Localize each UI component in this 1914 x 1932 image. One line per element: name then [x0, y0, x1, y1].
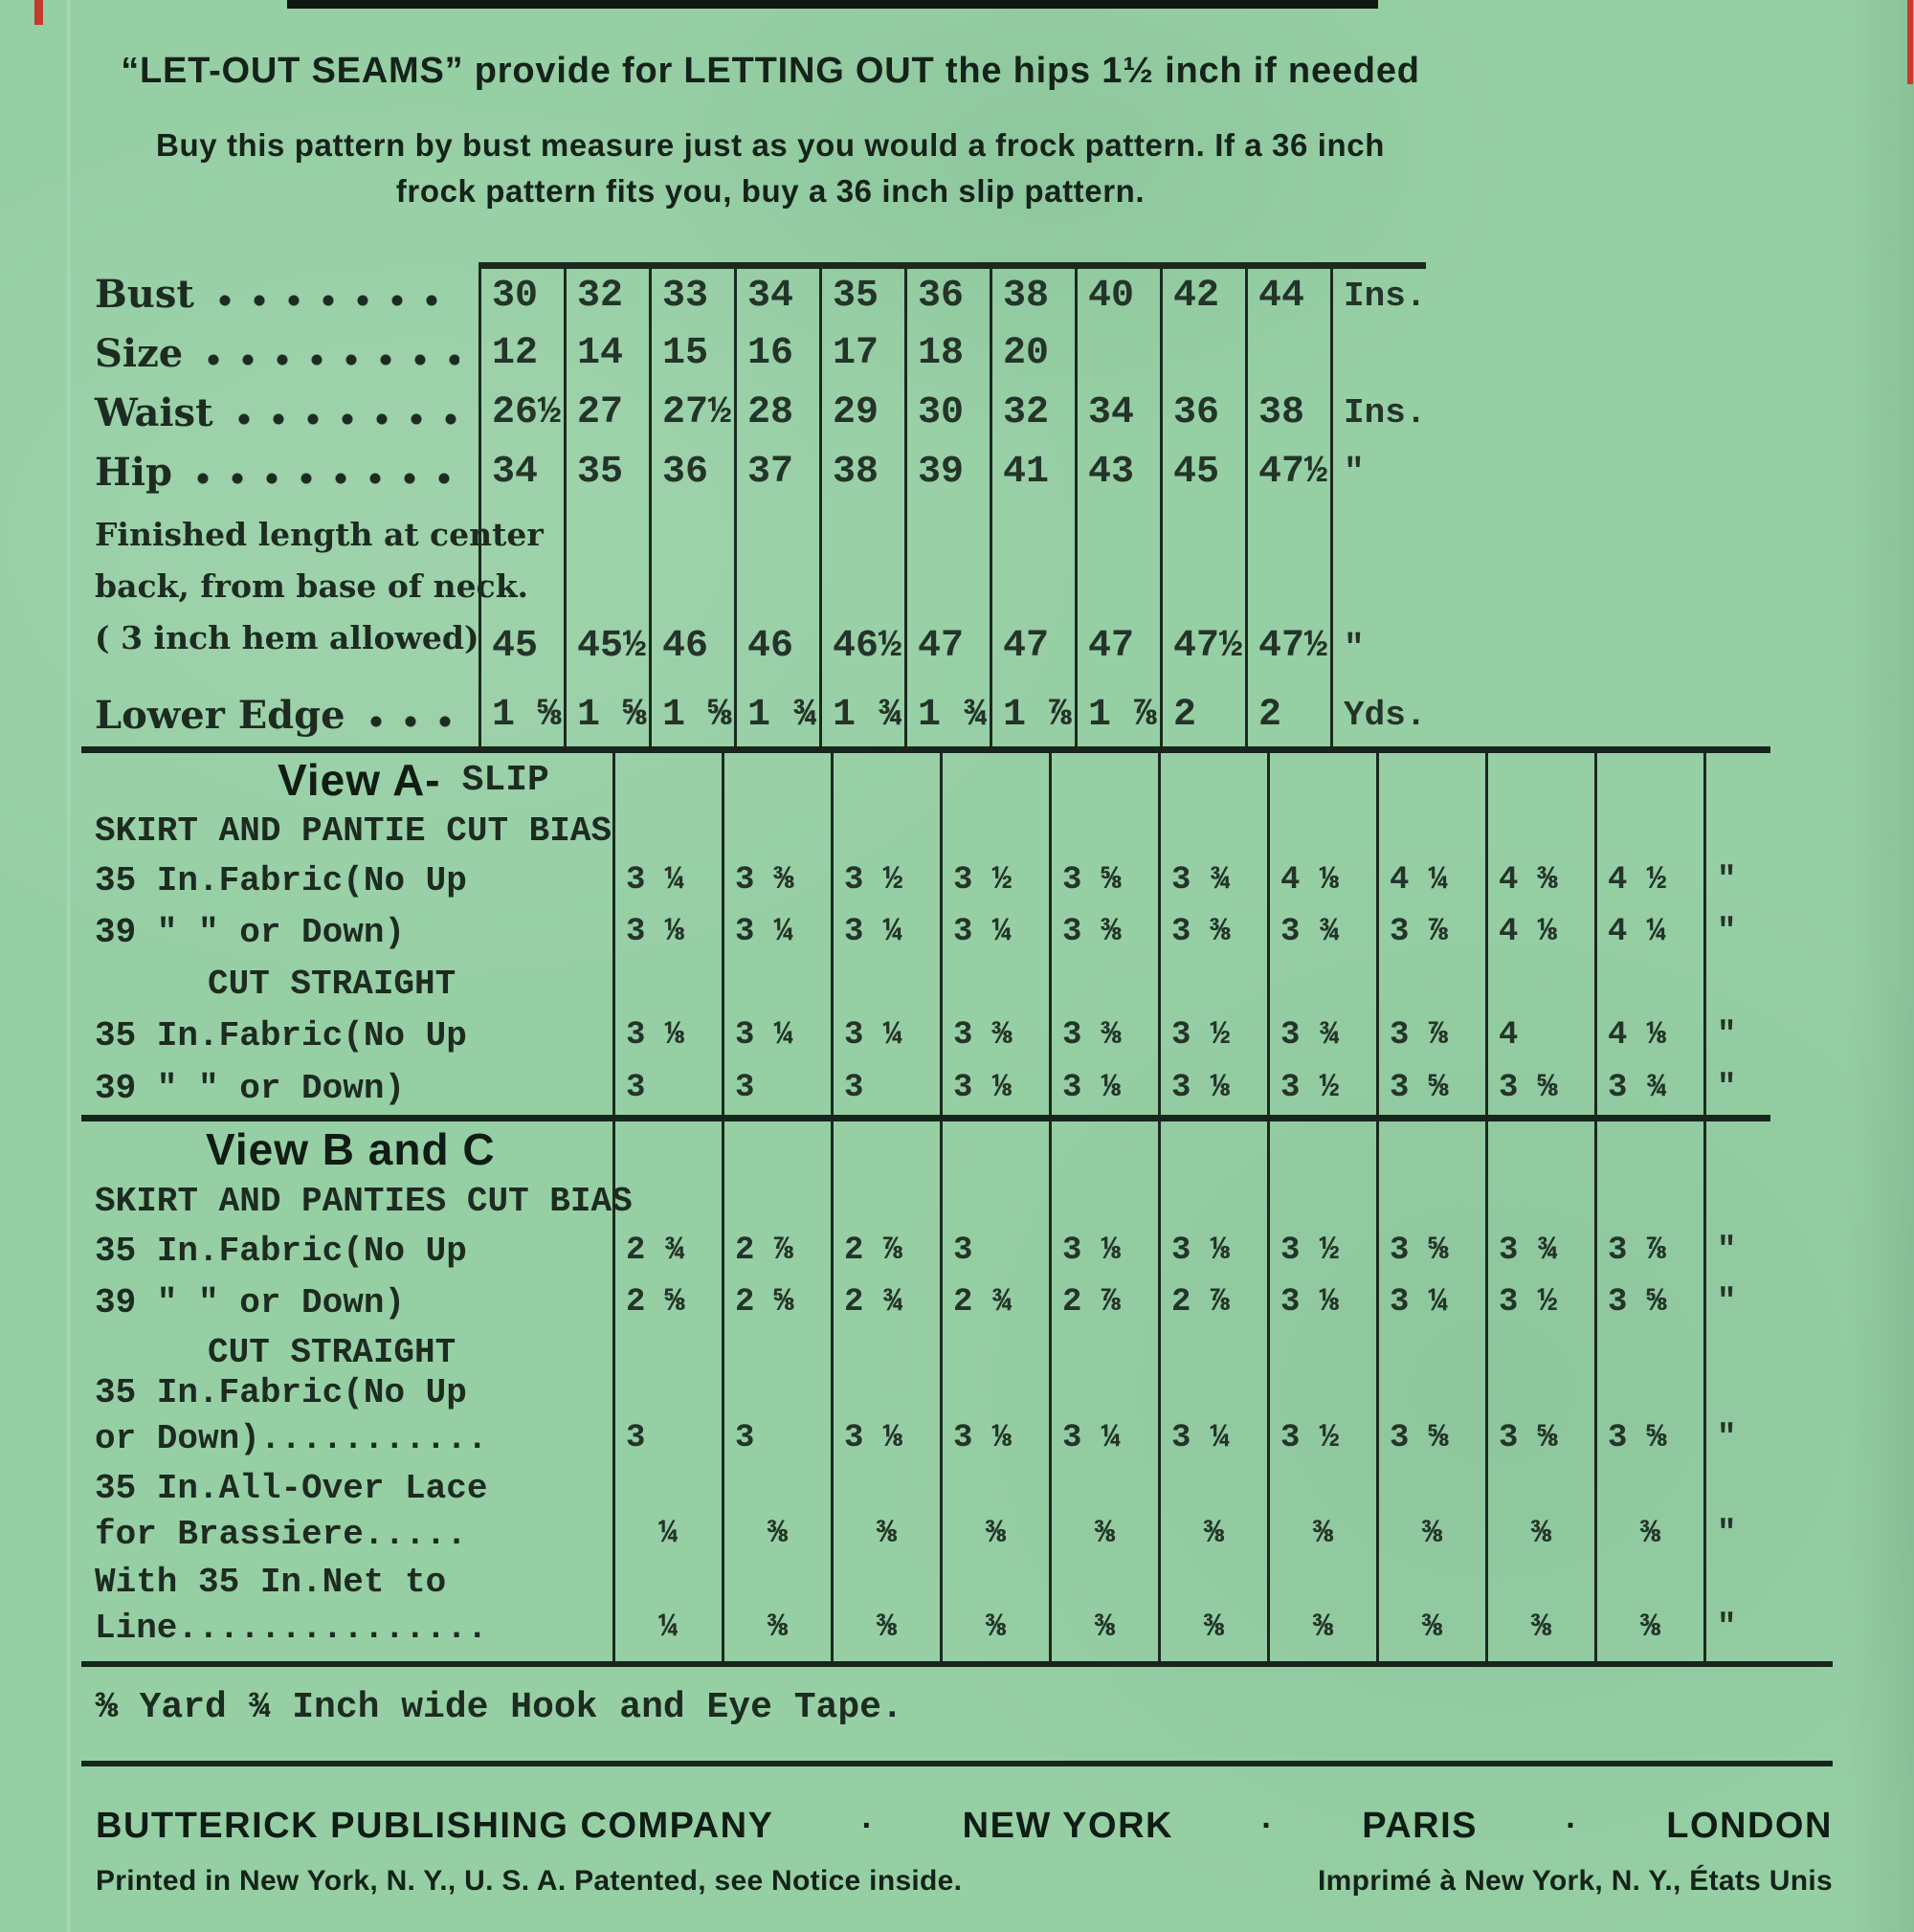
- table-cell: [722, 1177, 831, 1225]
- table-cell: [1245, 323, 1330, 383]
- table-cell: 46: [734, 501, 819, 683]
- table-cell: ⅜: [1594, 1567, 1703, 1661]
- table-cell: 2 ⅝: [722, 1277, 831, 1328]
- table-cell: 2 ⅝: [612, 1277, 722, 1328]
- row-label: Hip: [95, 449, 172, 495]
- row-label-viewbc-bias-35: 35 In.Fabric(No Up: [95, 1231, 467, 1271]
- table-cell: [1485, 807, 1594, 855]
- table-cell: 3 ¼: [831, 1010, 940, 1061]
- table-cell: 15: [649, 323, 734, 383]
- table-cell: 29: [819, 383, 904, 442]
- table-cell: 3 ½: [1267, 1061, 1376, 1115]
- table-top-rule: [478, 262, 1426, 267]
- dot-leader: [236, 412, 459, 426]
- unit-label: [1703, 753, 1770, 807]
- table-cell: 1 ⅞: [990, 683, 1075, 746]
- table-cell: 3 ⅞: [1376, 1010, 1485, 1061]
- table-cell: 3 ¼: [1376, 1277, 1485, 1328]
- table-cell: ¼: [612, 1567, 722, 1661]
- row-label-line: With 35 In.Net to: [95, 1563, 447, 1602]
- table-cell: 4: [1485, 1010, 1594, 1061]
- row-label-line: Finished length at center: [95, 516, 544, 553]
- row-label-viewbc-net: [81, 1563, 612, 1661]
- unit-label: ": [1703, 855, 1770, 906]
- table-cell: ⅜: [831, 1567, 940, 1661]
- table-cell: [1376, 1177, 1485, 1225]
- separator-dot: ·: [861, 1808, 875, 1844]
- table-cell: 46: [649, 501, 734, 683]
- table-cell: [1485, 1177, 1594, 1225]
- row-label-line: for Brassiere.....: [95, 1515, 467, 1554]
- table-cell: [722, 1121, 831, 1177]
- table-cell: 36: [904, 264, 990, 323]
- table-cell: [1267, 807, 1376, 855]
- table-cell: 41: [990, 442, 1075, 501]
- table-cell: [1158, 753, 1267, 807]
- table-cell: 35: [819, 264, 904, 323]
- table-cell: ¼: [612, 1472, 722, 1567]
- dot-leader: [217, 294, 459, 307]
- row-label-line: back, from base of neck.: [95, 567, 529, 605]
- table-cell: 3 ⅛: [940, 1376, 1049, 1472]
- buying-instructions-line2: frock pattern fits you, buy a 36 inch slip pattern.: [395, 173, 1146, 209]
- row-label: Lower Edge: [95, 692, 345, 738]
- unit-label: ": [1703, 1472, 1770, 1567]
- table-cell: 1 ⅞: [1075, 683, 1160, 746]
- table-cell: 3 ⅛: [831, 1376, 940, 1472]
- table-cell: [831, 958, 940, 1010]
- dot-leader: [195, 472, 459, 485]
- table-cell: 3 ¼: [722, 906, 831, 958]
- table-cell: [831, 1177, 940, 1225]
- table-cell: [1158, 958, 1267, 1010]
- view-a-table: [81, 753, 1770, 1115]
- table-cell: [722, 807, 831, 855]
- table-cell: 3 ½: [1267, 1376, 1376, 1472]
- table-cell: 47: [990, 501, 1075, 683]
- table-cell: 3 ⅛: [1158, 1225, 1267, 1277]
- table-cell: 1 ⅝: [564, 683, 649, 746]
- table-cell: ⅜: [1049, 1472, 1158, 1567]
- table-cell: [1267, 1177, 1376, 1225]
- row-label-viewbc-lace: [81, 1469, 612, 1567]
- table-cell: [1049, 1121, 1158, 1177]
- table-cell: 14: [564, 323, 649, 383]
- table-cell: ⅜: [1376, 1567, 1485, 1661]
- table-cell: 4 ⅛: [1485, 906, 1594, 958]
- table-cell: ⅜: [940, 1472, 1049, 1567]
- table-cell: 20: [990, 323, 1075, 383]
- unit-label: [1703, 1177, 1770, 1225]
- section-rule: [81, 1115, 1770, 1121]
- table-cell: 35: [564, 442, 649, 501]
- table-cell: 3 ⅛: [612, 906, 722, 958]
- dot-leader: [368, 715, 459, 728]
- table-cell: 3 ⅝: [1485, 1376, 1594, 1472]
- row-label: Waist: [95, 389, 213, 435]
- table-cell: [612, 958, 722, 1010]
- table-cell: 1 ⅝: [478, 683, 564, 746]
- table-cell: 3 ½: [1485, 1277, 1594, 1328]
- table-cell: 2: [1160, 683, 1245, 746]
- unit-label: [1703, 1121, 1770, 1177]
- notions-rule-bottom: [81, 1761, 1833, 1766]
- table-cell: 26½: [478, 383, 564, 442]
- table-cell: 3 ⅝: [1376, 1376, 1485, 1472]
- table-cell: [1267, 958, 1376, 1010]
- table-cell: 47: [904, 501, 990, 683]
- row-label-line: Line...............: [95, 1609, 488, 1648]
- table-cell: 4 ⅛: [1267, 855, 1376, 906]
- table-cell: 3 ⅜: [1158, 906, 1267, 958]
- table-cell: [940, 1328, 1049, 1376]
- table-cell: 3 ⅝: [1049, 855, 1158, 906]
- table-cell: 3 ⅝: [1376, 1061, 1485, 1115]
- table-cell: 45: [1160, 442, 1245, 501]
- row-label-waist: [81, 383, 478, 442]
- table-cell: [612, 1328, 722, 1376]
- printing-notice-line: [96, 1864, 1833, 1899]
- table-cell: 34: [1075, 383, 1160, 442]
- separator-dot: ·: [1566, 1808, 1579, 1844]
- table-cell: ⅜: [1267, 1472, 1376, 1567]
- table-cell: [1049, 807, 1158, 855]
- table-cell: [831, 753, 940, 807]
- table-cell: 3 ⅞: [1376, 906, 1485, 958]
- table-cell: 3 ½: [1267, 1225, 1376, 1277]
- view-bc-subtitle: SKIRT AND PANTIES CUT BIAS: [95, 1181, 633, 1221]
- table-cell: 33: [649, 264, 734, 323]
- table-cell: [612, 1121, 722, 1177]
- unit-label: ": [1330, 501, 1426, 683]
- unit-label: ": [1703, 1567, 1770, 1661]
- separator-dot: ·: [1261, 1808, 1275, 1844]
- publisher-name: BUTTERICK PUBLISHING COMPANY: [96, 1806, 774, 1846]
- publisher-city-newyork: NEW YORK: [962, 1806, 1173, 1846]
- table-cell: [1594, 1121, 1703, 1177]
- table-cell: [1485, 753, 1594, 807]
- view-a-cut-straight-heading: CUT STRAIGHT: [208, 964, 456, 1004]
- table-cell: 3 ⅞: [1594, 1225, 1703, 1277]
- table-cell: 4 ⅜: [1485, 855, 1594, 906]
- table-cell: [1485, 1121, 1594, 1177]
- table-cell: 42: [1160, 264, 1245, 323]
- table-cell: [1267, 753, 1376, 807]
- table-cell: [831, 1328, 940, 1376]
- table-cell: 2 ⅞: [722, 1225, 831, 1277]
- table-cell: 1 ⅝: [649, 683, 734, 746]
- row-label-viewa-straight-39: 39 " " or Down): [95, 1068, 406, 1108]
- table-cell: 30: [904, 383, 990, 442]
- table-cell: [1158, 807, 1267, 855]
- unit-label: ": [1703, 1061, 1770, 1115]
- table-cell: ⅜: [1049, 1567, 1158, 1661]
- row-label-hip: [81, 442, 478, 501]
- unit-label: [1703, 958, 1770, 1010]
- table-cell: 28: [734, 383, 819, 442]
- row-label: Bust: [95, 271, 194, 317]
- view-bc-title-text: View B and C: [206, 1124, 496, 1174]
- table-cell: 3 ¾: [1267, 1010, 1376, 1061]
- table-cell: 4 ⅛: [1594, 1010, 1703, 1061]
- table-cell: 2 ¾: [940, 1277, 1049, 1328]
- table-cell: 3 ⅜: [1049, 906, 1158, 958]
- table-cell: [940, 958, 1049, 1010]
- table-cell: [1049, 958, 1158, 1010]
- table-cell: 3 ⅛: [1049, 1061, 1158, 1115]
- printing-notice-english: Printed in New York, N. Y., U. S. A. Patented, see Notice inside.: [96, 1865, 963, 1897]
- table-cell: ⅜: [831, 1472, 940, 1567]
- table-cell: 47½: [1245, 501, 1330, 683]
- row-label: Size: [95, 330, 184, 376]
- table-cell: [722, 1328, 831, 1376]
- row-label-size: [81, 323, 478, 383]
- table-cell: 2: [1245, 683, 1330, 746]
- table-cell: [722, 958, 831, 1010]
- table-cell: 47½: [1245, 442, 1330, 501]
- table-cell: 12: [478, 323, 564, 383]
- table-cell: [940, 807, 1049, 855]
- table-cell: [1075, 323, 1160, 383]
- table-cell: 3 ¾: [1267, 906, 1376, 958]
- table-cell: [831, 807, 940, 855]
- table-cell: [1485, 958, 1594, 1010]
- view-a-title-rest: SLIP: [461, 759, 549, 801]
- table-cell: 18: [904, 323, 990, 383]
- table-cell: [612, 807, 722, 855]
- table-cell: [1049, 1177, 1158, 1225]
- table-cell: [1376, 807, 1485, 855]
- table-cell: 3 ⅜: [722, 855, 831, 906]
- table-cell: ⅜: [722, 1472, 831, 1567]
- table-cell: 3: [722, 1061, 831, 1115]
- table-cell: 32: [564, 264, 649, 323]
- table-cell: 2 ¾: [831, 1277, 940, 1328]
- table-cell: 36: [649, 442, 734, 501]
- unit-label: ": [1703, 906, 1770, 958]
- notions-line: ⅜ Yard ¾ Inch wide Hook and Eye Tape.: [96, 1687, 903, 1728]
- table-cell: 3: [940, 1225, 1049, 1277]
- table-cell: 1 ¾: [734, 683, 819, 746]
- table-cell: [1594, 807, 1703, 855]
- table-cell: [1158, 1177, 1267, 1225]
- table-cell: 39: [904, 442, 990, 501]
- unit-label: ": [1703, 1225, 1770, 1277]
- table-cell: 45½: [564, 501, 649, 683]
- table-cell: 3 ⅜: [1049, 1010, 1158, 1061]
- notions-rule-top: [81, 1661, 1833, 1667]
- table-cell: ⅜: [1485, 1472, 1594, 1567]
- table-cell: 3 ¼: [1049, 1376, 1158, 1472]
- table-cell: 3: [831, 1061, 940, 1115]
- table-cell: [1594, 753, 1703, 807]
- table-cell: [1376, 958, 1485, 1010]
- unit-label: Yds.: [1330, 683, 1426, 746]
- table-cell: 2 ⅞: [1049, 1277, 1158, 1328]
- table-cell: 38: [1245, 383, 1330, 442]
- table-cell: 2 ⅞: [1158, 1277, 1267, 1328]
- row-label-viewa-bias-35: 35 In.Fabric(No Up: [95, 860, 467, 900]
- unit-label: [1703, 1328, 1770, 1376]
- view-a-subtitle: SKIRT AND PANTIE CUT BIAS: [95, 811, 612, 851]
- table-cell: [1158, 1328, 1267, 1376]
- table-cell: 3 ⅝: [1594, 1277, 1703, 1328]
- table-cell: 38: [990, 264, 1075, 323]
- view-bc-table: [81, 1121, 1770, 1661]
- row-label-bust: [81, 264, 478, 323]
- unit-label: ": [1703, 1277, 1770, 1328]
- table-cell: 34: [734, 264, 819, 323]
- row-label-line: ( 3 inch hem allowed): [95, 619, 479, 656]
- table-cell: 2 ⅞: [831, 1225, 940, 1277]
- table-cell: 3 ¾: [1594, 1061, 1703, 1115]
- row-label-viewa-straight-35: 35 In.Fabric(No Up: [95, 1015, 467, 1055]
- publisher-city-london: LONDON: [1666, 1806, 1833, 1846]
- table-cell: [1160, 323, 1245, 383]
- unit-label: Ins.: [1330, 383, 1426, 442]
- table-cell: ⅜: [1594, 1472, 1703, 1567]
- table-cell: [1049, 1328, 1158, 1376]
- printing-notice-french: Imprimé à New York, N. Y., États Unis: [1318, 1865, 1833, 1897]
- unit-label: ": [1330, 442, 1426, 501]
- table-cell: [1594, 1328, 1703, 1376]
- table-cell: [940, 1177, 1049, 1225]
- table-cell: [1376, 753, 1485, 807]
- table-cell: 37: [734, 442, 819, 501]
- table-cell: 16: [734, 323, 819, 383]
- table-cell: [940, 1121, 1049, 1177]
- table-cell: 3 ⅜: [940, 1010, 1049, 1061]
- table-cell: 40: [1075, 264, 1160, 323]
- dot-leader: [206, 353, 459, 366]
- table-cell: [831, 1121, 940, 1177]
- table-cell: 3 ⅛: [940, 1061, 1049, 1115]
- table-cell: [1594, 958, 1703, 1010]
- size-measurement-table: [81, 264, 1426, 746]
- table-cell: 44: [1245, 264, 1330, 323]
- table-cell: 3: [612, 1376, 722, 1472]
- table-cell: [612, 1177, 722, 1225]
- table-cell: 3 ½: [831, 855, 940, 906]
- table-cell: 2 ¾: [612, 1225, 722, 1277]
- table-cell: 4 ¼: [1376, 855, 1485, 906]
- table-cell: [1376, 1121, 1485, 1177]
- table-cell: 32: [990, 383, 1075, 442]
- table-cell: 3 ⅛: [1158, 1061, 1267, 1115]
- table-cell: [1485, 1328, 1594, 1376]
- table-cell: [940, 753, 1049, 807]
- table-cell: 36: [1160, 383, 1245, 442]
- table-cell: 3 ⅛: [612, 1010, 722, 1061]
- table-cell: 3: [612, 1061, 722, 1115]
- table-cell: 3 ¾: [1485, 1225, 1594, 1277]
- unit-label: Ins.: [1330, 264, 1426, 323]
- table-cell: 3 ⅝: [1485, 1061, 1594, 1115]
- table-cell: [722, 753, 831, 807]
- table-cell: [1376, 1328, 1485, 1376]
- table-cell: 4 ¼: [1594, 906, 1703, 958]
- table-cell: 3 ¼: [1158, 1376, 1267, 1472]
- table-cell: 45: [478, 501, 564, 683]
- view-bc-cut-straight-heading: CUT STRAIGHT: [208, 1332, 456, 1372]
- table-cell: 3 ⅝: [1376, 1225, 1485, 1277]
- table-cell: 3 ¼: [612, 855, 722, 906]
- table-cell: ⅜: [1158, 1472, 1267, 1567]
- headline: “LET-OUT SEAMS” provide for LETTING OUT the hips 1½ inch if needed: [121, 51, 1420, 91]
- table-cell: 3 ¼: [940, 906, 1049, 958]
- table-cell: 47½: [1160, 501, 1245, 683]
- unit-label: ": [1703, 1010, 1770, 1061]
- table-cell: [1267, 1328, 1376, 1376]
- publisher-line: [96, 1807, 1833, 1845]
- table-cell: ⅜: [1376, 1472, 1485, 1567]
- table-cell: 3 ½: [1158, 1010, 1267, 1061]
- table-cell: ⅜: [1267, 1567, 1376, 1661]
- unit-label: ": [1703, 1376, 1770, 1472]
- table-cell: 43: [1075, 442, 1160, 501]
- table-cell: 34: [478, 442, 564, 501]
- table-cell: 4 ½: [1594, 855, 1703, 906]
- table-cell: [1158, 1121, 1267, 1177]
- table-cell: ⅜: [1485, 1567, 1594, 1661]
- table-cell: 3 ⅛: [1049, 1225, 1158, 1277]
- view-a-title: [81, 753, 612, 807]
- row-label-lower-edge: [81, 683, 478, 746]
- table-cell: 30: [478, 264, 564, 323]
- unit-label: [1703, 807, 1770, 855]
- row-label-viewbc-bias-39: 39 " " or Down): [95, 1282, 406, 1322]
- table-cell: 3 ¼: [722, 1010, 831, 1061]
- buying-instructions-line1: Buy this pattern by bust measure just as you would a frock pattern. If a 36 inch: [156, 127, 1385, 163]
- view-bc-title: [81, 1121, 612, 1177]
- view-a-title-bold: View A-: [278, 755, 441, 805]
- table-cell: 1 ¾: [904, 683, 990, 746]
- table-cell: ⅜: [940, 1567, 1049, 1661]
- table-cell: 3 ¾: [1158, 855, 1267, 906]
- row-label-line: or Down)...........: [95, 1419, 488, 1458]
- row-label-line: 35 In.Fabric(No Up: [95, 1373, 467, 1412]
- table-cell: ⅜: [722, 1567, 831, 1661]
- table-cell: 3 ⅝: [1594, 1376, 1703, 1472]
- table-cell: 3 ¼: [831, 906, 940, 958]
- table-cell: [612, 753, 722, 807]
- section-rule: [81, 746, 1770, 753]
- table-cell: 46½: [819, 501, 904, 683]
- table-cell: 47: [1075, 501, 1160, 683]
- row-label-viewa-bias-39: 39 " " or Down): [95, 912, 406, 952]
- table-cell: [1594, 1177, 1703, 1225]
- table-cell: 17: [819, 323, 904, 383]
- row-label-viewbc-straight: [81, 1373, 612, 1472]
- table-cell: [1049, 753, 1158, 807]
- table-cell: [1267, 1121, 1376, 1177]
- table-cell: 38: [819, 442, 904, 501]
- unit-label: [1330, 323, 1426, 383]
- table-cell: 3 ½: [940, 855, 1049, 906]
- table-cell: 27: [564, 383, 649, 442]
- table-cell: 1 ¾: [819, 683, 904, 746]
- buying-instructions: [53, 122, 1488, 214]
- table-cell: 3 ⅛: [1267, 1277, 1376, 1328]
- table-cell: ⅜: [1158, 1567, 1267, 1661]
- publisher-city-paris: PARIS: [1362, 1806, 1479, 1846]
- table-cell: 3: [722, 1376, 831, 1472]
- row-label-line: 35 In.All-Over Lace: [95, 1469, 488, 1508]
- table-cell: 27½: [649, 383, 734, 442]
